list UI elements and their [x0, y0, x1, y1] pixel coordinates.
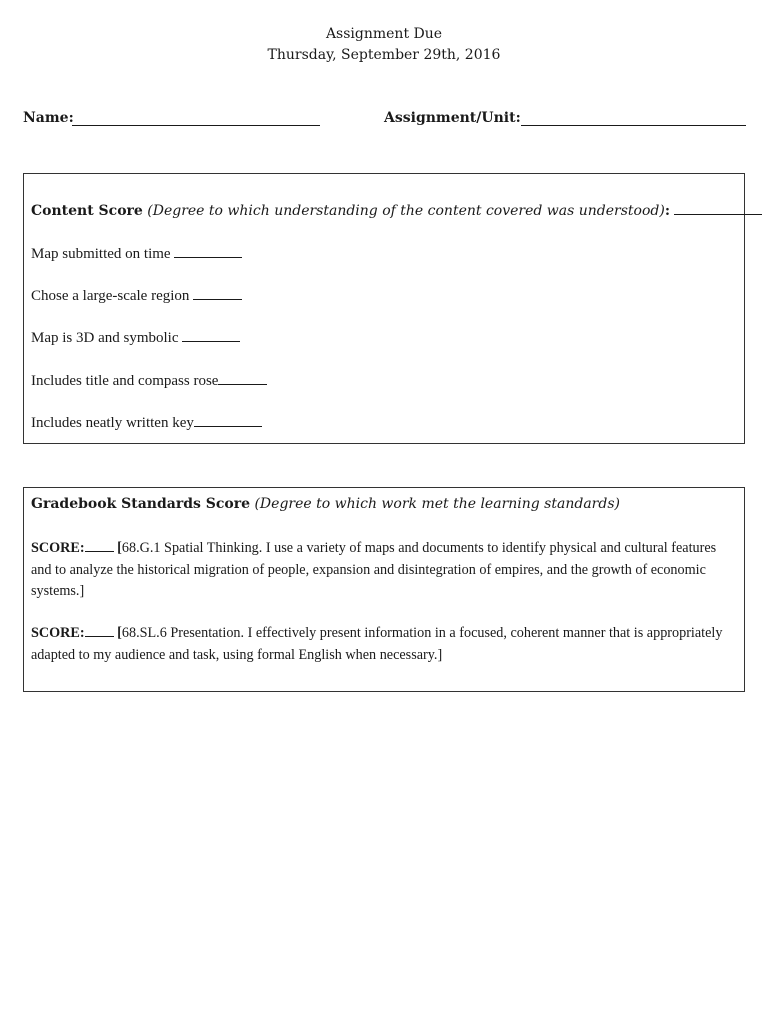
assignment-unit-label: Assignment/Unit:: [384, 110, 521, 126]
checklist-item-label: Includes title and compass rose: [31, 373, 219, 389]
name-assignment-row: [23, 110, 747, 130]
checklist-item: [31, 330, 240, 347]
content-score-blank[interactable]: [674, 203, 762, 215]
checklist-item-blank[interactable]: [194, 415, 262, 427]
standard-description: 68.G.1 Spatial Thinking. I use a variety of maps and documents to identify physical and cultural features and to analyze the historical migration of people, expansion and disintegration of empires, and the growth of economic systems.]: [31, 540, 717, 599]
checklist-item-label: Includes neatly written key: [31, 415, 194, 431]
content-score-title: [31, 203, 762, 219]
content-score-description: (Degree to which understanding of the content covered was understood): [147, 203, 665, 219]
standard-open-bracket: [: [117, 540, 122, 556]
header-title: Assignment Due: [325, 26, 443, 42]
content-score-colon: :: [664, 203, 670, 219]
header-due-date: Thursday, September 29th, 2016: [267, 47, 501, 63]
score-blank[interactable]: [85, 625, 114, 637]
checklist-item-blank[interactable]: [218, 373, 267, 385]
gradebook-standards-label: Gradebook Standards Score: [31, 496, 251, 512]
name-label: Name:: [23, 110, 74, 126]
score-label: SCORE:: [31, 625, 85, 641]
content-score-label: Content Score: [31, 203, 143, 219]
gradebook-standards-title: [31, 496, 620, 512]
checklist-item: [31, 288, 242, 305]
standard-description: 68.SL.6 Presentation. I effectively present information in a focused, coherent manner that is appropriately adapted to my audience and task, using formal English when necessary.]: [31, 625, 723, 663]
checklist-item: [31, 415, 262, 432]
name-blank-line[interactable]: [72, 125, 320, 126]
standard-open-bracket: [: [117, 625, 122, 641]
score-blank[interactable]: [85, 540, 114, 552]
gradebook-standards-description: (Degree to which work met the learning standards): [254, 496, 620, 512]
score-label: SCORE:: [31, 540, 85, 556]
checklist-item-label: Chose a large-scale region: [31, 288, 190, 304]
checklist-item-label: Map is 3D and symbolic: [31, 330, 179, 346]
checklist-item-blank[interactable]: [174, 246, 242, 258]
checklist-item: [31, 246, 242, 263]
checklist-item-blank[interactable]: [193, 288, 242, 300]
gradebook-standards-box: [23, 487, 745, 692]
checklist-item: [31, 373, 267, 390]
assignment-unit-blank-line[interactable]: [521, 125, 746, 126]
content-score-box: [23, 173, 745, 444]
standard-score-item: [31, 538, 739, 603]
assignment-header: [0, 24, 768, 66]
checklist-item-label: Map submitted on time: [31, 246, 171, 262]
standard-score-item: [31, 623, 739, 666]
checklist-item-blank[interactable]: [182, 330, 240, 342]
